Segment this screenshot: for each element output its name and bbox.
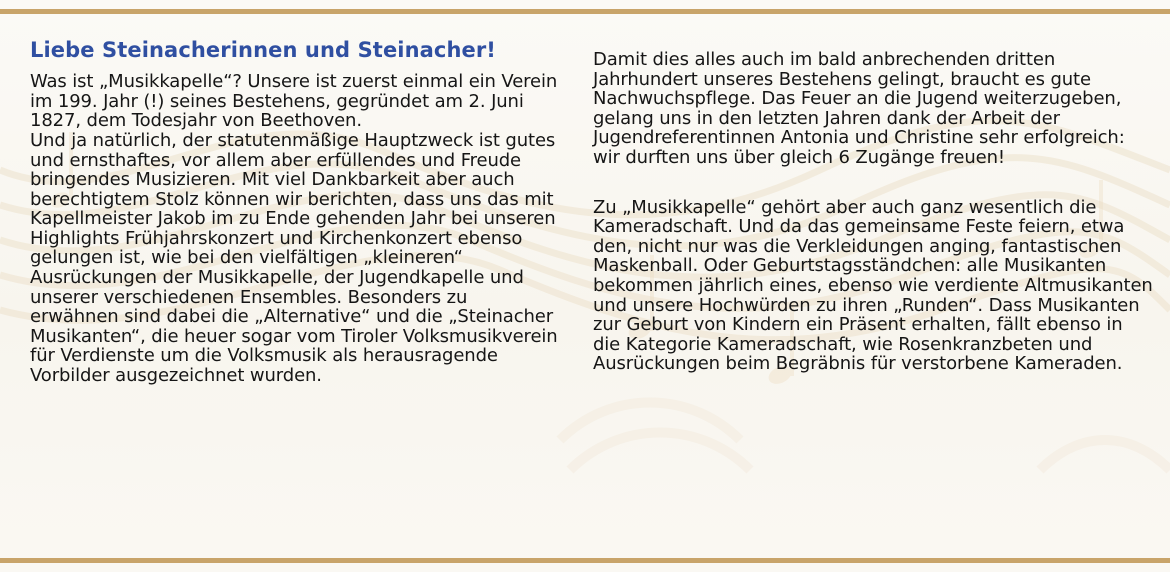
camaraderie-paragraph: Zu „Musikkapelle“ gehört aber auch ganz wesentlich die Kameradschaft. Und da das gemeinsame Feste feiern, etwa den, nicht nur was die Verkleidungen anging, fantastischen Maskenball. Oder Geburtstagsständchen: alle Musikanten bekommen jährlich eines, ebenso wie verdiente Altmusikanten und unsere Hochwürden zu ihren „Runden“. Dass Musikanten zur Geburt von Kindern ein Präsent erhalten, fällt ebenso in die Kategorie Kameradschaft, wie Rosenkranzbeten und Ausrückungen beim Begräbnis für verstorbene Kameraden. <box>593 196 1153 375</box>
top-decorative-rule <box>0 9 1170 14</box>
section-heading: Liebe Steinacherinnen und Steinacher! <box>30 38 496 62</box>
left-column <box>30 38 560 386</box>
right-column <box>593 50 1153 374</box>
paragraph-spacer <box>593 168 1153 198</box>
main-paragraph: Und ja natürlich, der statutenmäßige Hauptzweck ist gutes und ernsthaftes, vor allem aber erfüllendes und Freude bringendes Musizieren. Mit viel Dankbarkeit aber auch berechtigtem Stolz können wir berichten, dass uns das mit Kapellmeister Jakob im zu Ende gehenden Jahr bei unseren Highlights Frühjahrskonzert und Kirchenkonzert ebenso gelungen ist, wie bei den vielfältigen „kleineren“ Ausrückungen der Musikkapelle, der Jugendkapelle und unserer verschiedenen Ensembles. Besonders zu erwähnen sind dabei die „Alternative“ und die „Steinacher Musikanten“, die heuer sogar vom Tiroler Volksmusikverein für Verdienste um die Volksmusik als herausragende Vorbilder ausgezeichnet wurden. <box>30 129 558 387</box>
intro-paragraph: Was ist „Musikkapelle“? Unsere ist zuerst einmal ein Verein im 199. Jahr (!) seines Bestehens, gegründet am 2. Juni 1827, dem Todesjahr von Beethoven. <box>30 71 558 132</box>
youth-paragraph: Damit dies alles auch im bald anbrechenden dritten Jahrhundert unseres Bestehens gelingt, braucht es gute Nachwuchspflege. Das Feuer an die Jugend weiterzugeben, gelang uns in den letzten Jahren dank der Arbeit der Jugendreferentinnen Antonia und Christine sehr erfolgreich: wir durften uns über gleich 6 Zugänge freuen! <box>593 49 1125 168</box>
bottom-decorative-rule <box>0 558 1170 563</box>
